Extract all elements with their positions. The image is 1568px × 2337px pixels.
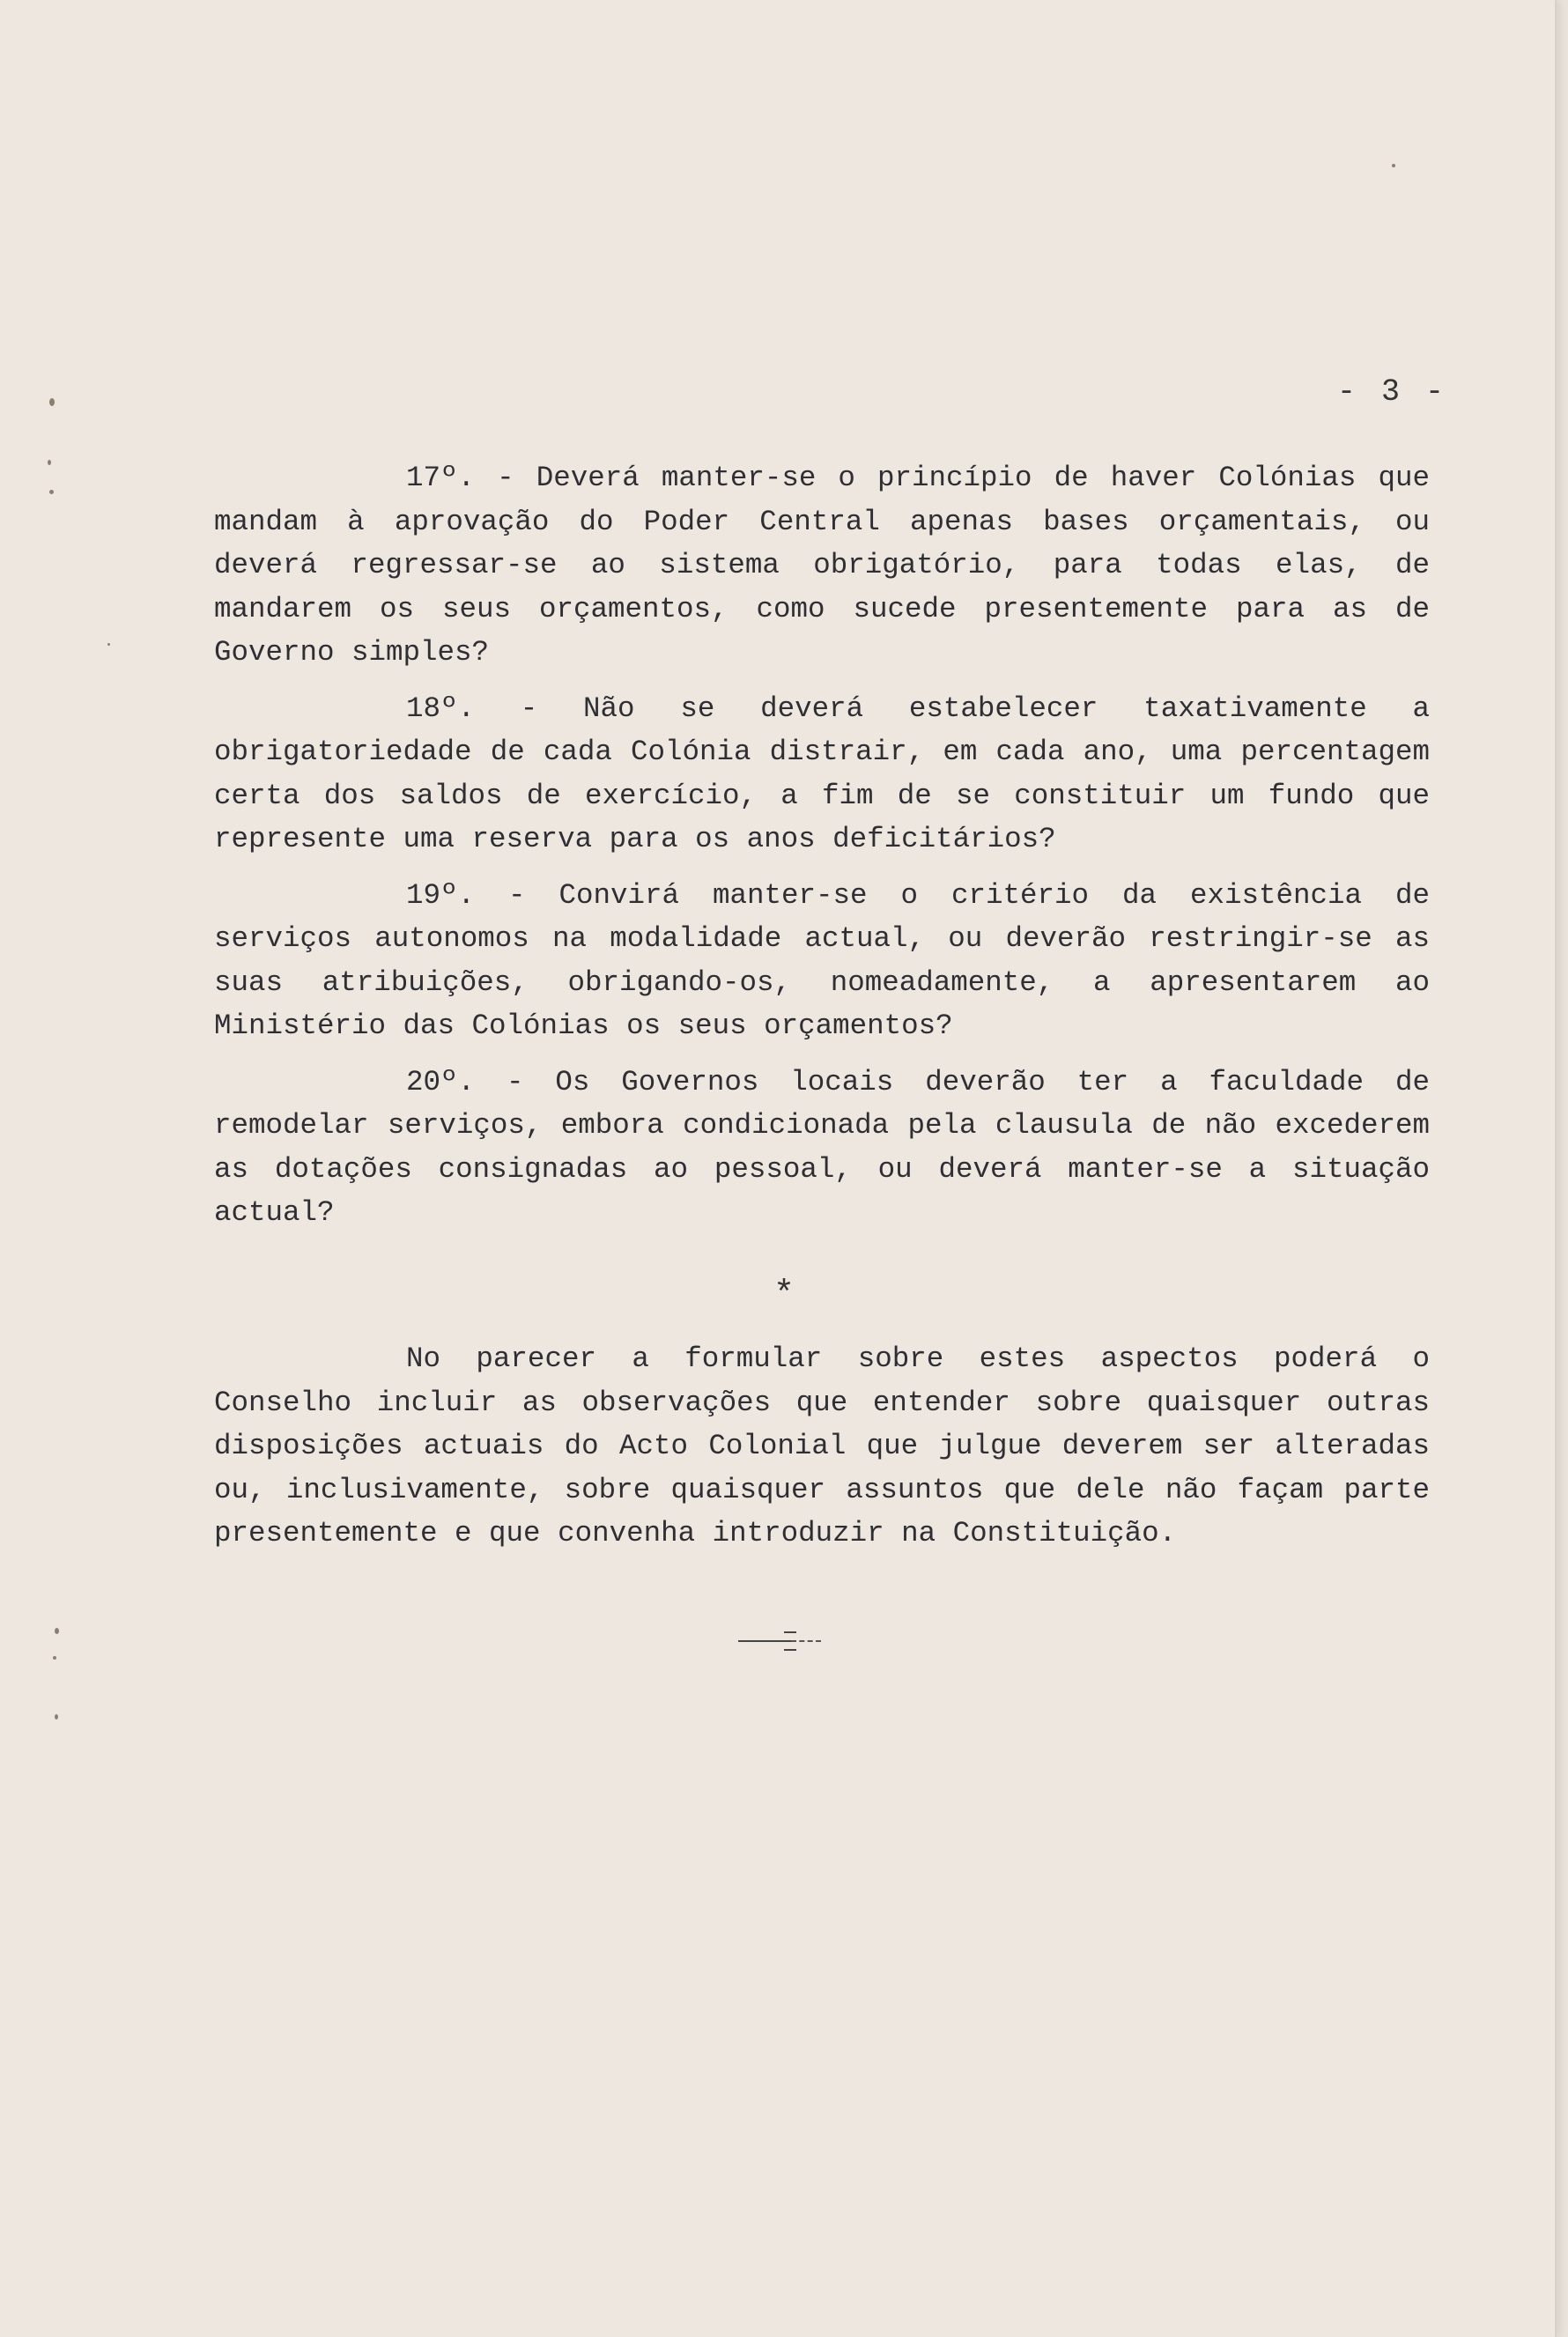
paper-speck <box>1392 164 1395 167</box>
question-17: 17º. - Deverá manter-se o princípio de haver Colónias que mandam à aprovação do Poder Central apenas bases orçamentais, ou deverá regressar-se ao sistema obrigatório, para todas elas, de mandarem os seus orçamentos, como sucede presentemente para as de Governo simples? <box>214 462 1430 669</box>
paper-speck <box>49 398 55 406</box>
end-mark-bottom-stroke <box>784 1649 796 1651</box>
paper-speck <box>55 1628 59 1634</box>
end-mark-line <box>738 1640 795 1642</box>
page-number: - 3 - <box>1337 374 1448 410</box>
question-list <box>214 456 1430 1247</box>
paper-speck <box>55 1714 58 1719</box>
end-mark-dashes <box>791 1640 821 1642</box>
paper-speck <box>53 1656 56 1660</box>
end-mark-top-stroke <box>784 1631 796 1633</box>
closing-paragraph: No parecer a formular sobre estes aspectos poderá o Conselho incluir as observações que entender sobre quaisquer outras disposições actuais do Acto Colonial que julgue deverem ser alteradas ou, inclusivamente, sobre quaisquer assuntos que dele não façam parte presentemente e que convenha introduzir na Constituição. <box>214 1342 1430 1549</box>
question-18: 18º. - Não se deverá estabelecer taxativamente a obrigatoriedade de cada Colónia distrair, em cada ano, uma percentagem certa dos saldos de exercício, a fim de se constituir um fundo que represente uma reserva para os anos deficitários? <box>214 691 1430 855</box>
paper-speck <box>48 460 51 465</box>
question-19: 19º. - Convirá manter-se o critério da existência de serviços autonomos na modalidade actual, ou deverão restringir-se as suas atribuições, obrigando-os, nomeadamente, a apresentarem ao Ministério das Colónias os seus orçamentos? <box>214 878 1430 1042</box>
paper-speck <box>107 643 110 646</box>
end-of-text-mark <box>738 1628 835 1654</box>
paper-speck <box>49 490 54 494</box>
question-20: 20º. - Os Governos locais deverão ter a faculdade de remodelar serviços, embora condicionada pela clausula de não excederem as dotações consignadas ao pessoal, ou deverá manter-se a situação actual? <box>214 1065 1430 1229</box>
section-separator: * <box>773 1276 795 1315</box>
